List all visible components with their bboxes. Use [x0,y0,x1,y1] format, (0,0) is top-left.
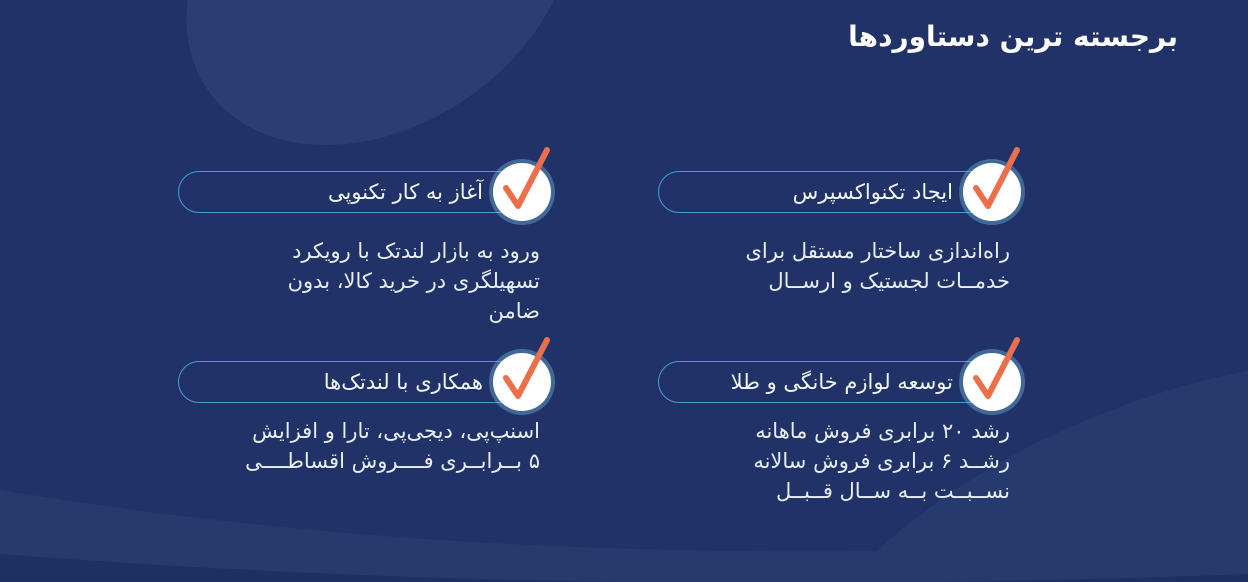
check-circle [493,163,551,221]
achievement-item-home-appliances-gold [658,361,1010,506]
achievement-label: آغاز به کار تکنوپی [328,180,483,204]
achievement-description-line: رشد ۲۰ برابری فروش ماهانه [755,419,1010,443]
check-icon [490,336,556,416]
achievement-label: ایجاد تکنواکسپرس [792,180,953,204]
achievement-description-line: تسهیلگری در خرید کالا، بدون [287,269,540,293]
achievement-pill [178,361,540,403]
check-icon [960,336,1026,416]
achievement-pill [178,171,540,213]
achievement-description-line: ۵ بــرابــری فــــروش اقساطــــی [245,449,540,473]
check-icon [490,146,556,226]
achievement-item-lendtech-cooperation [178,361,540,476]
check-icon [960,146,1026,226]
achievement-description [178,236,540,326]
achievement-pill [658,361,1010,403]
achievement-description [658,416,1010,506]
achievement-description-line: ورود به بازار لندتک با رویکرد [292,239,540,263]
achievement-description-line: خدمــات لجستیک و ارســال [768,269,1010,293]
achievement-description [658,236,1010,296]
page-title: برجسته ترین دستاوردها [848,20,1178,53]
achievement-description-line: راه‌اندازی ساختار مستقل برای [745,239,1010,263]
achievement-label: توسعه لوازم خانگی و طلا [730,370,953,394]
check-circle [963,163,1021,221]
achievement-description-line: اسنپ‌پی، دیجی‌پی، تارا و افزایش [252,419,540,443]
achievement-description-line: رشــد ۶ برابری فروش سالانه [753,449,1010,473]
check-circle [493,353,551,411]
achievement-description-line: نســبــت بــه ســال قــبــل [775,479,1010,503]
achievement-label: همکاری با لندتک‌ها [323,370,483,394]
achievement-description [178,416,540,476]
achievement-item-techno-express [658,171,1010,296]
check-circle [963,353,1021,411]
achievement-item-technopay-launch [178,171,540,326]
achievement-pill [658,171,1010,213]
achievement-description-line: ضامن [488,299,540,323]
